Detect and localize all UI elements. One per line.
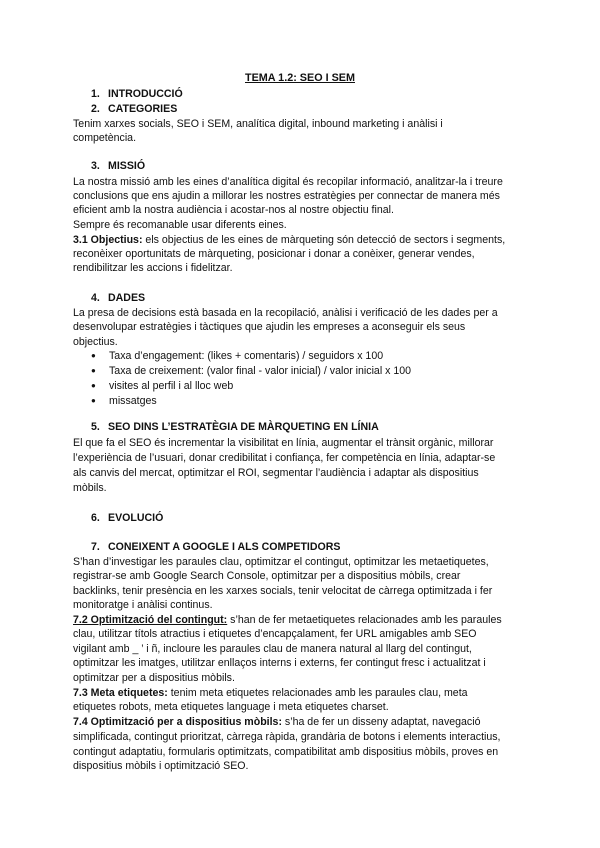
p73-label: 7.3 Meta etiquetes: [73, 687, 168, 699]
objectius-text: els objectius de les eines de màrqueting són detecció de sectors i segments, [142, 234, 506, 246]
heading-text: SEO DINS L’ESTRATÈGIA DE MÀRQUETING EN LÍNIA [108, 421, 379, 433]
p74-text: s’ha de fer un disseny adaptat, navegació [281, 716, 481, 728]
paragraph-line: mòbils. [73, 482, 107, 494]
heading-number: 6. [91, 512, 100, 524]
heading-text: CONEIXENT A GOOGLE I ALS COMPETIDORS [108, 541, 341, 553]
paragraph-line: clau, utilitzar títols atractius i etiquetes d’encapçalament, fer URL amigables amb SEO [73, 628, 477, 640]
p72-text: s’han de fer metaetiquetes relacionades amb les paraules [227, 614, 502, 626]
objectius-line [73, 233, 505, 247]
paragraph-line: als canvis del mercat, optimitzar el ROI, segmentar l’audiència i adaptar als dispositius [73, 467, 479, 479]
paragraph-line: registrar-se amb Google Search Console, optimitzar per a dispositius mòbils, crear [73, 570, 461, 582]
objectius-label: 3.1 Objectius: [73, 234, 143, 246]
heading-text: DADES [108, 292, 146, 304]
paragraph-line: rendibilitzar les accions i fidelitzar. [73, 262, 233, 274]
paragraph-line: reconèixer oportunitats de màrqueting, posicionar i donar a conèixer, generar vendes, [73, 248, 475, 260]
list-item-text: visites al perfil i al lloc web [109, 380, 234, 392]
paragraph-line: simplificada, contingut prioritzat, càrrega ràpida, grandària de botons i elements interactius, [73, 731, 501, 743]
p73-text: tenim meta etiquetes relacionades amb les paraules clau, meta [167, 687, 468, 699]
list-item-text: missatges [109, 395, 157, 407]
paragraph-line: S’han d’investigar les paraules clau, optimitzar el contingut, optimitzar les metaetiquetes, [73, 556, 489, 568]
meta-etiquetes-line [73, 686, 468, 700]
optimitzacio-contingut-line [73, 613, 502, 627]
paragraph-line: optimitzar les imatges, utilitzar enllaços interns i externs, fer contingut fresc i actualitzat i [73, 657, 486, 669]
heading-number: 4. [91, 292, 100, 304]
heading-seo-estrategia [91, 421, 379, 433]
p74-label: 7.4 Optimització per a dispositius mòbils: [73, 716, 282, 728]
heading-number: 2. [91, 103, 100, 115]
heading-dades [91, 292, 145, 304]
paragraph-line: conclusions que ens ajudin a millorar les nostres estratègies per connectar de manera més [73, 190, 500, 202]
paragraph-line: contingut adaptatiu, formularis optimitzats, compatibilitat amb dispositius mòbils, proves en [73, 746, 499, 758]
paragraph-line: l’experiència de l’usuari, donar credibilitat i confiança, fer competència en línia, adaptar-se [73, 452, 496, 464]
heading-number: 1. [91, 88, 100, 100]
paragraph-line: eficient amb la nostra audiència i acostar-nos al nostre objectiu final. [73, 204, 394, 216]
heading-categories [91, 103, 177, 115]
paragraph-line: backlinks, tenir presència en les xarxes socials, tenir velocitat de càrrega optimitzada i fer [73, 585, 493, 597]
paragraph-line: El que fa el SEO és incrementar la visibilitat en línia, augmentar el trànsit orgànic, millorar [73, 437, 494, 449]
list-item-text: Taxa d’engagement: (likes + comentaris) / seguidors x 100 [109, 350, 384, 362]
list-item-text: Taxa de creixement: (valor final - valor inicial) / valor inicial x 100 [109, 365, 412, 377]
list-item [91, 365, 411, 377]
paragraph-line: La presa de decisions està basada en la recopilació, anàlisi i verificació de les dades per a [73, 307, 498, 319]
heading-text: MISSIÓ [108, 160, 146, 172]
bullet-icon: ● [91, 366, 96, 375]
paragraph-line: vigilant amb _ ’ i ñ, incloure les paraules clau de manera natural al llarg del contingut, [73, 643, 472, 655]
heading-google-competidors [91, 541, 341, 553]
paragraph-line: Sempre és recomanable usar diferents eines. [73, 219, 287, 231]
paragraph-line: dispositius mòbils i optimització SEO. [73, 760, 249, 772]
bullet-icon: ● [91, 351, 96, 360]
heading-number: 7. [91, 541, 100, 553]
paragraph-line: objectius. [73, 336, 118, 348]
paragraph-line: Tenim xarxes socials, SEO i SEM, analítica digital, inbound marketing i anàlisi i [73, 118, 443, 130]
heading-number: 3. [91, 160, 100, 172]
optimitzacio-mobils-line [73, 715, 480, 729]
document-title: TEMA 1.2: SEO I SEM [245, 72, 355, 84]
paragraph-line: La nostra missió amb les eines d’analítica digital és recopilar informació, analitzar-la i treure [73, 176, 503, 188]
heading-missio [91, 160, 145, 172]
heading-number: 5. [91, 421, 100, 433]
list-item [91, 395, 157, 407]
list-item [91, 380, 233, 392]
paragraph-line: desenvolupar estratègies i tàctiques que ajudin les empreses a aconseguir els seus [73, 321, 466, 333]
bullet-icon: ● [91, 381, 96, 390]
heading-text: CATEGORIES [108, 103, 178, 115]
heading-introduccio [91, 88, 183, 100]
paragraph-line: etiquetes robots, meta etiquetes language i meta etiquetes charset. [73, 701, 389, 713]
paragraph-line: monitoratge i anàlisi continus. [73, 599, 213, 611]
heading-text: INTRODUCCIÓ [108, 88, 183, 100]
list-item [91, 350, 383, 362]
paragraph-line: optimitzar per a dispositius mòbils. [73, 672, 235, 684]
p72-label: 7.2 Optimització del contingut: [73, 614, 228, 626]
paragraph-line: competència. [73, 132, 137, 144]
bullet-icon: ● [91, 396, 96, 405]
heading-evolucio [91, 512, 163, 524]
heading-text: EVOLUCIÓ [108, 512, 164, 524]
